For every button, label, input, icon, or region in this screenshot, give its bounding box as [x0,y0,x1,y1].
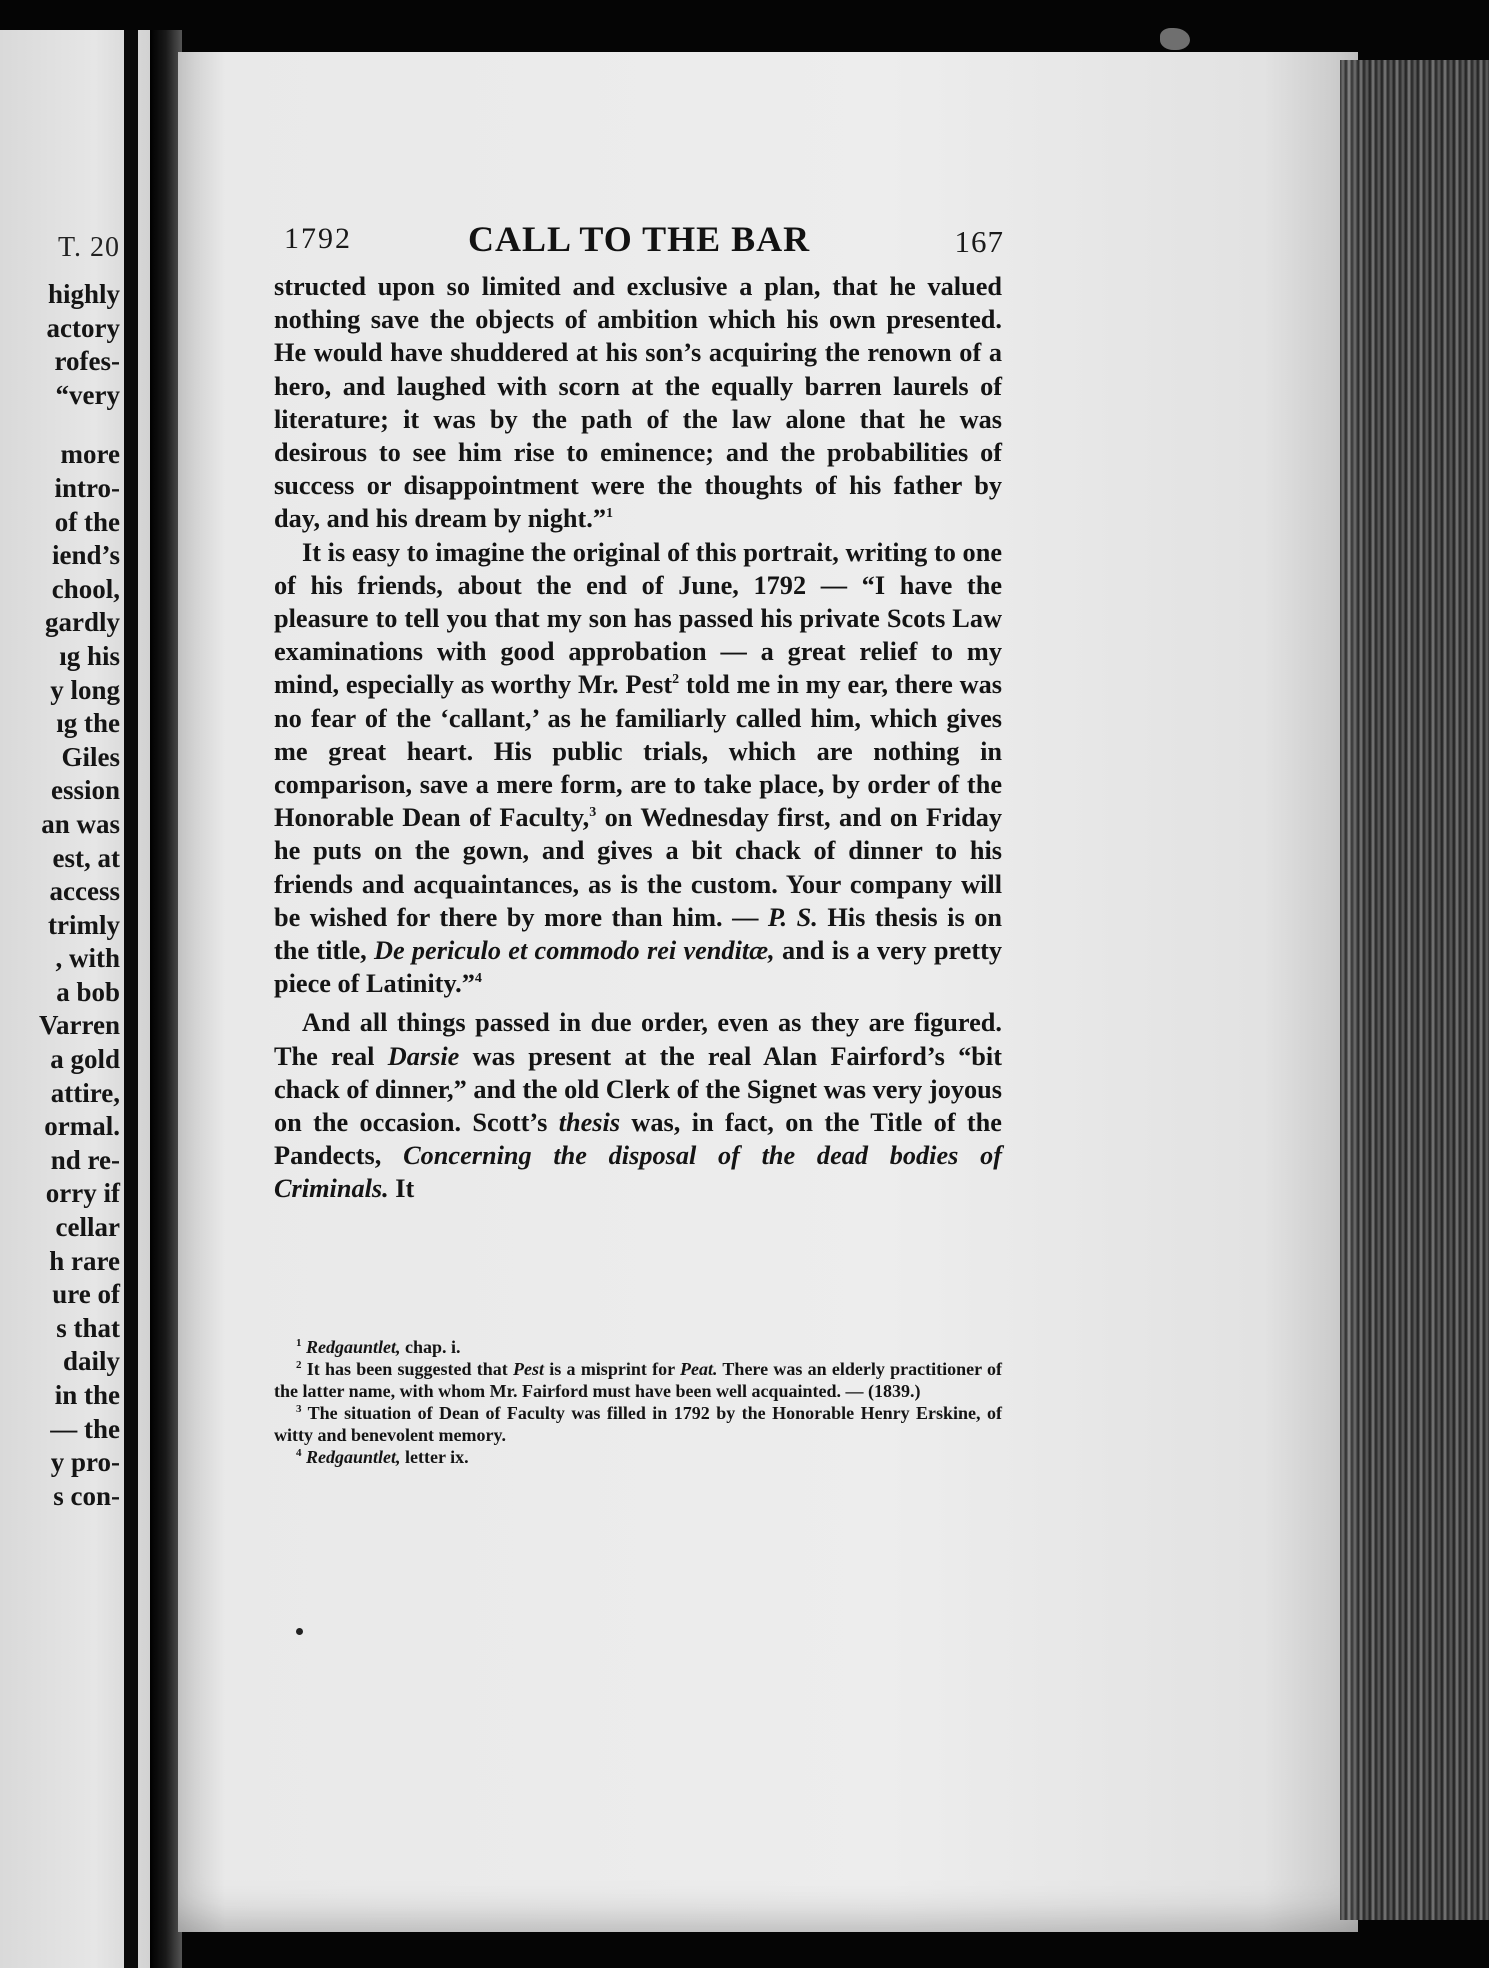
darsie-name: Darsie [387,1041,460,1071]
thesis-word: thesis [558,1108,621,1138]
left-page-line: rofes- [54,346,120,377]
footnote-3-text: The situation of Dean of Faculty was filled in 1792 by the Honorable Henry Erskine, of witty and benevolent memory. [274,1403,1002,1445]
left-page-line: , with [55,943,120,974]
left-page-line: trimly [48,909,120,940]
paragraph-2-text-b: told me in my ear, there was no fear of the ‘callant,’ as he familiarly called him, which gives me great heart. His public trials, which are nothing in comparison, save a mere form, are to take place, by order of the Honorable Dean of Faculty, [274,670,1002,833]
left-page-line: an was [41,808,120,839]
scan-blot [1160,28,1190,50]
running-head-title: CALL TO THE BAR [468,219,811,259]
left-page-line: more [60,439,120,470]
footnote-ref-3: 3 [589,805,597,821]
left-page-line: ormal. [44,1111,120,1142]
running-head-year: 1792 [284,222,352,255]
left-page-line: “very [55,379,120,410]
footnote-2 [274,1358,1002,1402]
left-page-line: iend’s [51,540,120,571]
paragraph-2-text-d: His thesis is on the title, [274,902,1002,966]
left-page-binding-edge [124,30,138,1968]
footnote-4-italic: Redgauntlet, [306,1447,401,1467]
footnote-ref-1: 1 [606,506,613,522]
footnote-4-text: letter ix. [400,1447,469,1467]
paragraph-3 [274,1006,1002,1205]
footnote-2-italic-a: Pest [513,1359,545,1379]
footnote-4-mark: 4 [296,1447,302,1459]
body-text [274,270,1002,1206]
page-block-edge [1340,60,1489,1920]
left-page-line: orry if [45,1178,120,1209]
footnote-2-italic-b: Peat. [680,1359,718,1379]
left-page-line: s that [56,1312,120,1343]
left-page-line: y pro- [50,1447,120,1478]
left-page-line: daily [62,1346,120,1377]
footnote-3 [274,1402,1002,1446]
footnote-3-mark: 3 [296,1403,302,1415]
left-page-text-fragments [0,278,120,1513]
paragraph-2-text-a: It is easy to imagine the original of this portrait, writing to one of his friends, about the end of June, 1792 — “I have the pleasure to tell you that my son has passed his private Scots Law examinations with good approbation — a great relief to my mind, especially as worthy Mr. Pest [274,537,1002,700]
paragraph-2-text-c: on Wednesday first, and on Friday he puts on the gown, and gives a bit chack of dinner to his friends and acquaintances, as is the custom. Your company will be wished for there by more than him. — [274,803,1002,932]
left-page-line: access [49,876,120,907]
left-page-line: of the [54,506,120,537]
footnote-ref-2: 2 [672,672,680,688]
left-page-line: h rare [49,1245,120,1276]
footnote-2-text-b: is a misprint for [544,1359,680,1379]
left-page-line: intro- [54,472,120,503]
left-running-head: T. 20 [57,232,120,263]
left-page-line [0,412,120,438]
left-facing-page [0,30,158,1968]
paragraph-3-text-a: And all things passed in due order, even as they are figured. The real [274,1008,1002,1071]
footnote-1-text: chap. i. [400,1337,461,1357]
footnote-2-mark: 2 [296,1359,302,1371]
left-page-line: ıg his [59,640,120,671]
footnote-1-mark: 1 [296,1337,302,1349]
paragraph-3-text-d: It [388,1174,415,1204]
footnote-ref-4: 4 [474,971,482,987]
page-number: 167 [954,224,1004,259]
paragraph-2-text-e: and is a very pretty piece of Latinity.” [274,936,1002,999]
paragraph-3-text-b: was present at the real Alan Fairford’s “bit chack of dinner,” and the old Clerk of the Signet was very joyous on the occasion. Scott’s [274,1041,1002,1138]
footnote-4 [274,1446,1002,1468]
paragraph-3-text-c: was, in fact, on the Title of the Pandects, [274,1108,1002,1171]
left-page-line: cellar [55,1212,120,1243]
left-page-line: y long [50,674,120,705]
left-page-line: attire, [50,1077,120,1108]
running-head [284,218,1004,262]
left-page-line: est, at [52,842,120,873]
left-page-line: ession [50,775,120,806]
left-page-line: Giles [61,741,120,772]
left-page-line: ıg the [56,708,120,739]
left-page-line: a bob [56,976,120,1007]
footnotes [274,1336,1002,1468]
paragraph-1 [274,270,1002,536]
left-page-line: chool, [51,573,120,604]
left-page-line: — the [50,1413,120,1444]
left-page-line: highly [47,279,120,309]
stray-ink-dot [296,1628,303,1635]
paragraph-1-text: structed upon so limited and exclusive a plan, that he valued nothing save the objects of ambition which his own presented. He would have shuddered at his son’s acquiring the renown of a hero, and laughed with scorn at the equally barren laurels of literature; it was by the path of the law alone that he was desirous to see him rise to eminence; and the probabilities of success or disappointment were the thoughts of his father by day, and his dream by night.” [274,272,1002,534]
thesis-latin-title: De periculo et commodo rei venditæ, [373,936,775,966]
postscript-mark: P. S. [767,902,818,932]
paragraph-2 [274,536,1002,1001]
left-page-line: s con- [53,1480,120,1511]
left-page-line: a gold [50,1044,120,1075]
footnote-2-text-a: It has been suggested that [301,1359,514,1379]
left-page-line: Varren [39,1010,120,1041]
left-page-line: in the [54,1380,120,1410]
footnote-1 [274,1336,1002,1358]
pandects-title: Concerning the disposal of the dead bodies of Criminals. [274,1141,1002,1204]
left-page-line: gardly [44,607,120,638]
left-page-line: nd re- [50,1144,120,1175]
footnote-1-italic: Redgauntlet, [306,1337,401,1357]
footnote-2-text-c: There was an elderly practitioner of the latter name, with whom Mr. Fairford must have been well acquainted. — (1839.) [274,1359,1002,1401]
left-page-line: ure of [52,1279,120,1310]
left-page-line: actory [46,312,120,343]
